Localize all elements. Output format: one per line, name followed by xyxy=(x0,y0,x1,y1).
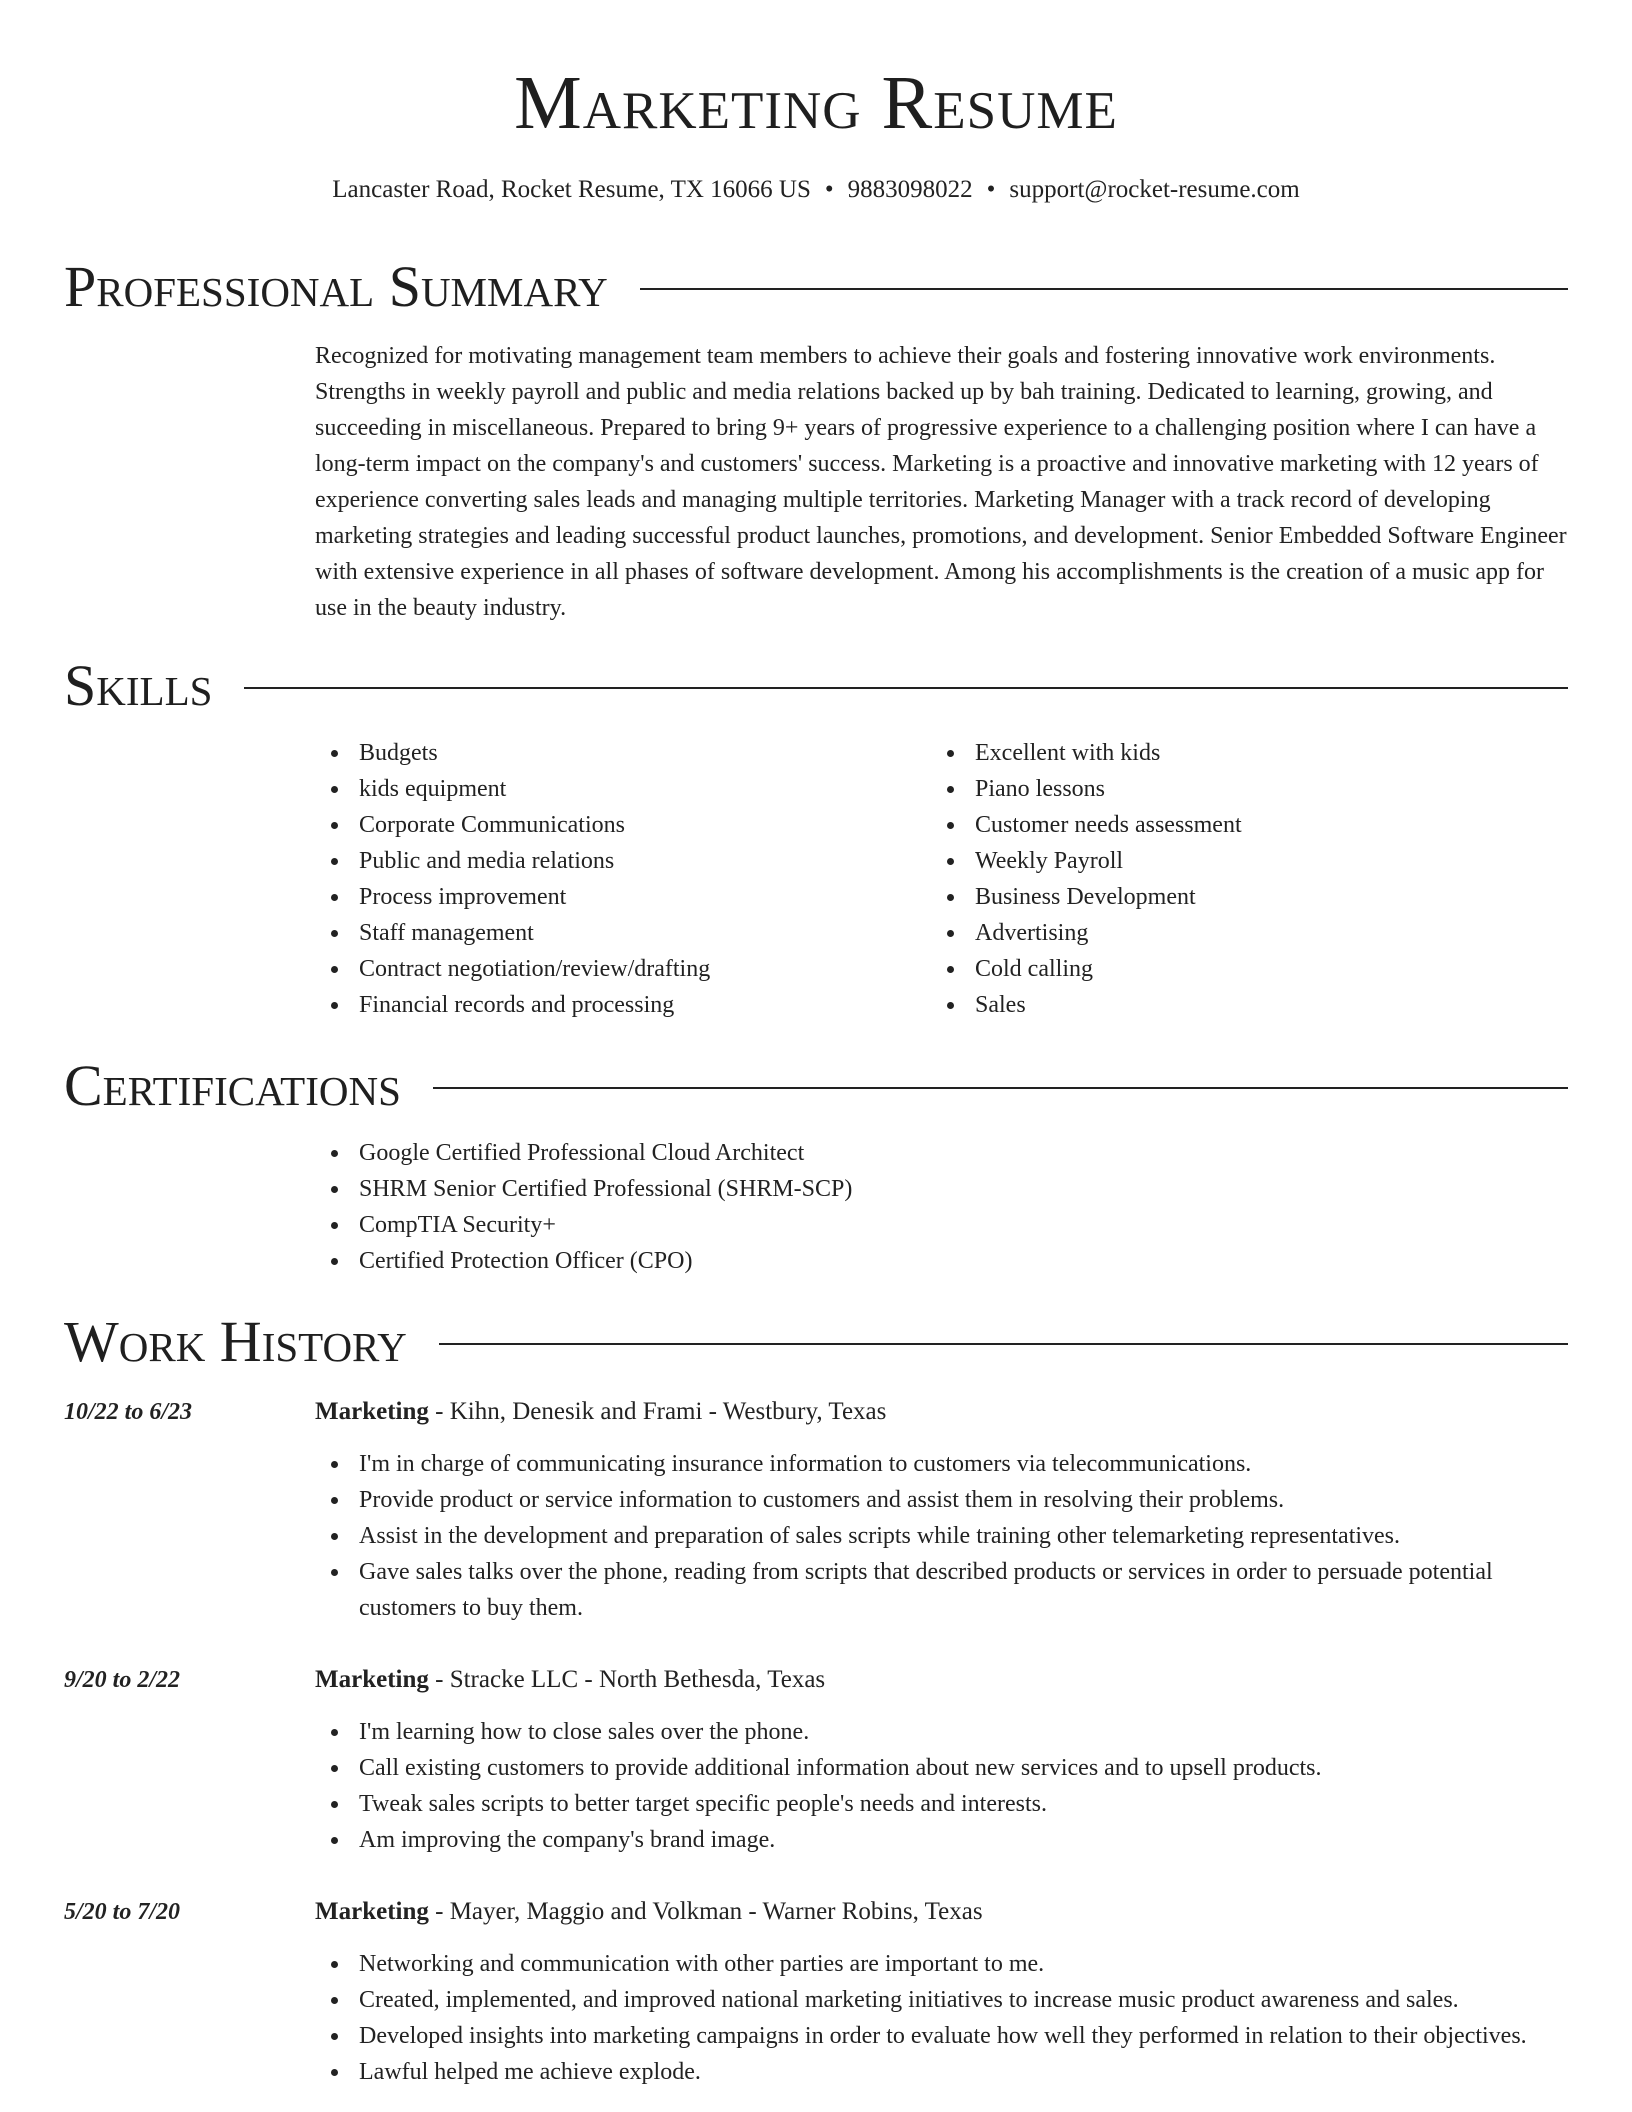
section-divider xyxy=(439,1343,1568,1345)
job-dates: 5/20 to 7/20 xyxy=(64,1899,181,1925)
certification-item: Google Certified Professional Cloud Architect xyxy=(315,1135,1568,1171)
summary-text: Recognized for motivating management team members to achieve their goals and fostering innovative work environments. Strengths in weekly payroll and public and media relations backed up by bah training. Dedicated to learning, growing, and succeeding in miscellaneous. Prepared to bring 9+ years of progressive experience to a challenging position where I can have a long-term impact on the company's and customers' success. Marketing is a proactive and innovative marketing with 12 years of experience converting sales leads and managing multiple territories. Marketing Manager with a track record of developing marketing strategies and leading successful product launches, promotions, and development. Senior Embedded Software Engineer with extensive experience in all phases of software development. Among his accomplishments is the creation of a music app for use in the beauty industry. xyxy=(315,343,1567,621)
contact-address: Lancaster Road, Rocket Resume, TX 16066 US xyxy=(332,176,811,203)
skill-item: Staff management xyxy=(315,915,915,951)
certification-item: CompTIA Security+ xyxy=(315,1207,1568,1243)
section-header-summary xyxy=(64,252,1568,322)
job-duty: Call existing customers to provide additional information about new services and to upsell products. xyxy=(315,1750,1568,1786)
contact-separator: • xyxy=(986,176,996,203)
section-divider xyxy=(244,687,1568,689)
job-employer-location: - Stracke LLC - North Bethesda, Texas xyxy=(428,1666,826,1693)
skill-item: Public and media relations xyxy=(315,843,915,879)
job-employer-location: - Kihn, Denesik and Frami - Westbury, Texas xyxy=(428,1398,887,1425)
job-duty: Networking and communication with other parties are important to me. xyxy=(315,1946,1568,1982)
skill-item: Piano lessons xyxy=(931,771,1531,807)
job-duties-list xyxy=(315,1946,1568,2090)
contact-email: support@rocket-resume.com xyxy=(1009,176,1300,203)
skill-item: Business Development xyxy=(931,879,1531,915)
job-dates: 10/22 to 6/23 xyxy=(64,1399,193,1425)
certification-item: SHRM Senior Certified Professional (SHRM-SCP) xyxy=(315,1171,1568,1207)
job-duty: Assist in the development and preparation of sales scripts while training other telemarketing representatives. xyxy=(315,1518,1568,1554)
job-title: Marketing xyxy=(315,1666,429,1693)
job-duty: Am improving the company's brand image. xyxy=(315,1822,1568,1858)
skill-item: Financial records and processing xyxy=(315,987,915,1023)
job-duty: Tweak sales scripts to better target specific people's needs and interests. xyxy=(315,1786,1568,1822)
job-duty: I'm learning how to close sales over the phone. xyxy=(315,1714,1568,1750)
certification-item: Certified Protection Officer (CPO) xyxy=(315,1243,1568,1279)
job-employer-location: - Mayer, Maggio and Volkman - Warner Robins, Texas xyxy=(428,1898,983,1925)
job-duty: Provide product or service information to customers and assist them in resolving their problems. xyxy=(315,1482,1568,1518)
section-divider xyxy=(433,1087,1568,1089)
job-duty: Lawful helped me achieve explode. xyxy=(315,2054,1568,2090)
skill-item: Excellent with kids xyxy=(931,735,1531,771)
section-title-certifications: Certifications xyxy=(64,1053,401,1118)
job-duty: Created, implemented, and improved national marketing initiatives to increase music product awareness and sales. xyxy=(315,1982,1568,2018)
job-header xyxy=(315,1662,825,1698)
skill-item: Sales xyxy=(931,987,1531,1023)
job-header xyxy=(315,1394,886,1430)
job-duty: I'm in charge of communicating insurance information to customers via telecommunications. xyxy=(315,1446,1568,1482)
contact-phone: 9883098022 xyxy=(847,176,973,203)
job-header xyxy=(315,1894,983,1930)
section-header-work-history xyxy=(64,1307,1568,1377)
job-title: Marketing xyxy=(315,1898,429,1925)
skills-list-right xyxy=(931,735,1531,1023)
section-divider xyxy=(640,288,1568,290)
section-title-work-history: Work History xyxy=(64,1309,407,1374)
job-duties-list xyxy=(315,1446,1568,1626)
skill-item: Corporate Communications xyxy=(315,807,915,843)
section-title-summary: Professional Summary xyxy=(64,254,608,319)
skill-item: Cold calling xyxy=(931,951,1531,987)
skills-list-left xyxy=(315,735,915,1023)
job-dates: 9/20 to 2/22 xyxy=(64,1667,181,1693)
skill-item: Weekly Payroll xyxy=(931,843,1531,879)
certifications-list xyxy=(315,1135,1568,1279)
skill-item: Process improvement xyxy=(315,879,915,915)
contact-separator: • xyxy=(824,176,834,203)
job-title: Marketing xyxy=(315,1398,429,1425)
section-header-skills xyxy=(64,651,1568,721)
contact-line xyxy=(64,172,1568,208)
section-header-certifications xyxy=(64,1051,1568,1121)
skill-item: Contract negotiation/review/drafting xyxy=(315,951,915,987)
resume-title: Marketing Resume xyxy=(514,61,1118,145)
job-duties-list xyxy=(315,1714,1568,1858)
skill-item: Advertising xyxy=(931,915,1531,951)
skill-item: Budgets xyxy=(315,735,915,771)
skill-item: Customer needs assessment xyxy=(931,807,1531,843)
skill-item: kids equipment xyxy=(315,771,915,807)
section-title-skills: Skills xyxy=(64,653,213,718)
job-duty: Gave sales talks over the phone, reading from scripts that described products or services in order to persuade potential customers to buy them. xyxy=(315,1554,1568,1626)
job-duty: Developed insights into marketing campaigns in order to evaluate how well they performed in relation to their objectives. xyxy=(315,2018,1568,2054)
